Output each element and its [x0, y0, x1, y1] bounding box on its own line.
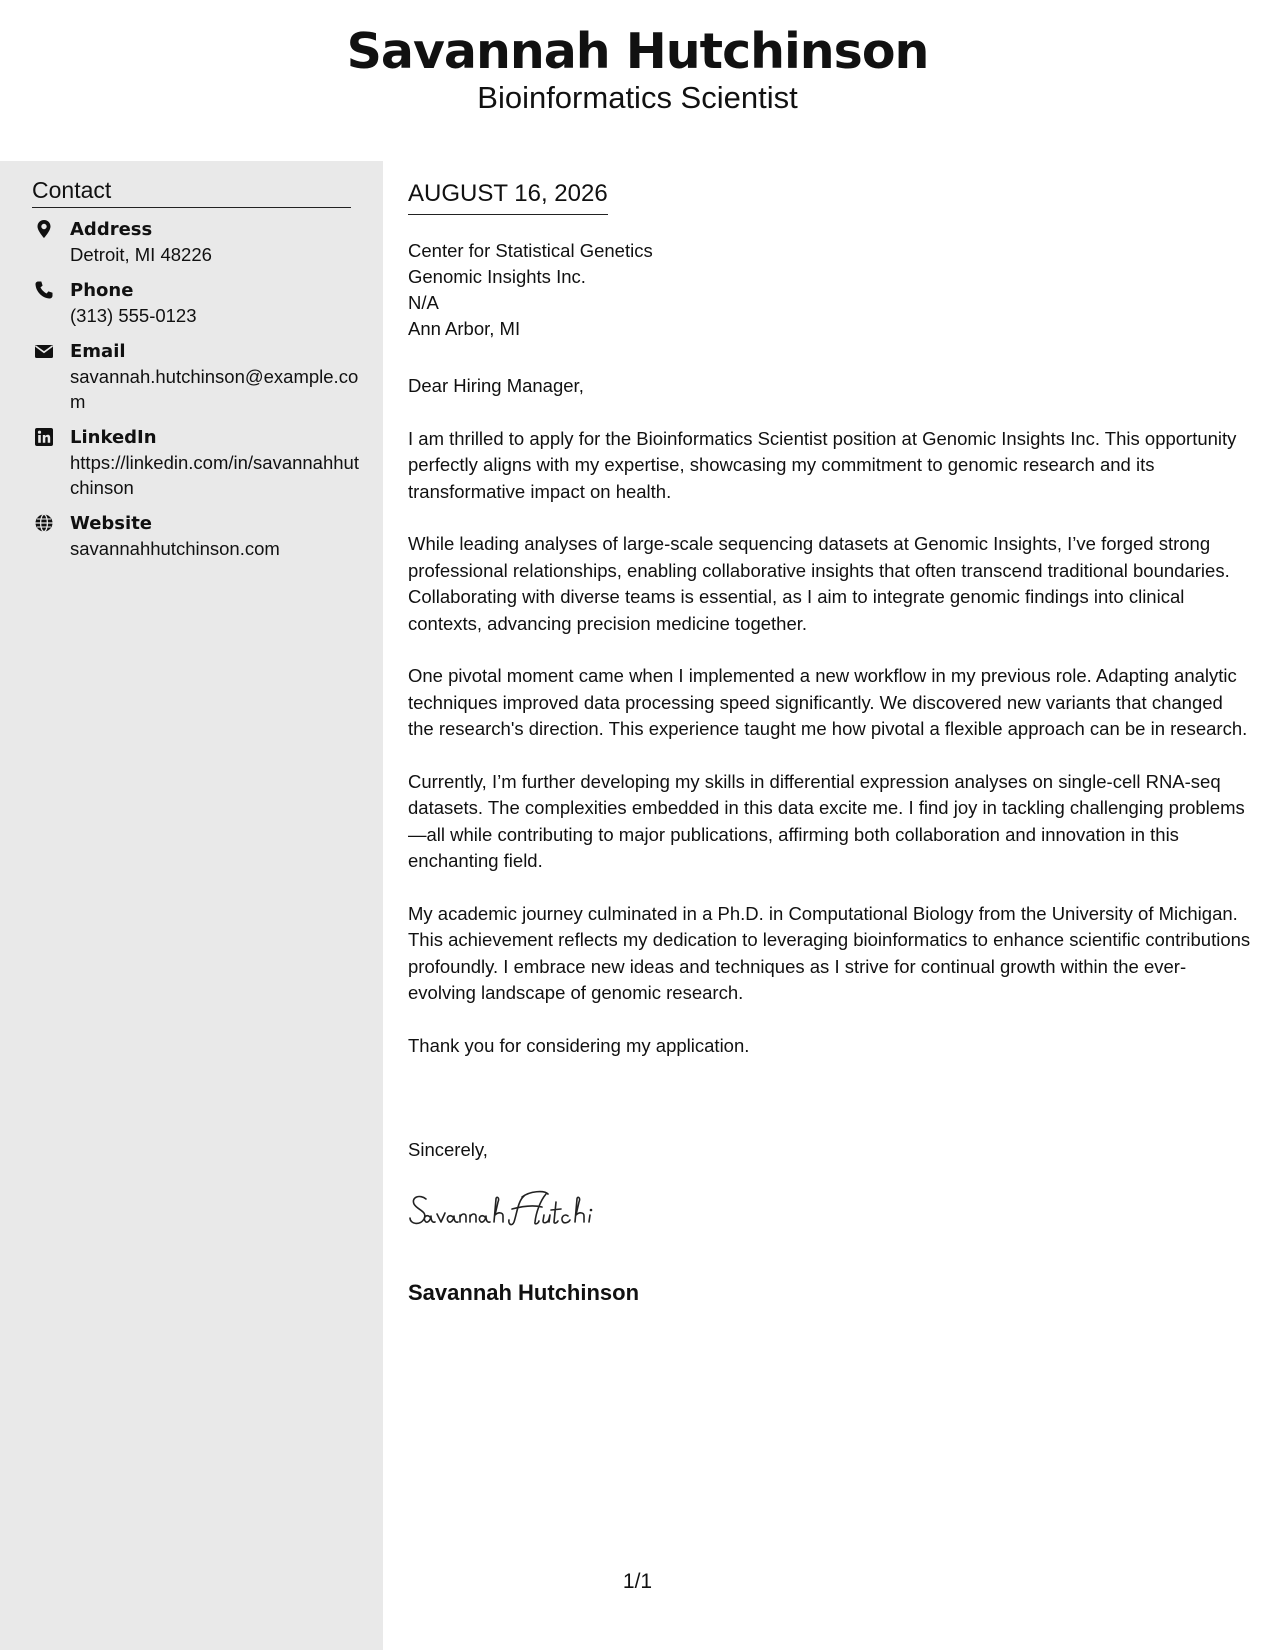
contact-item-website — [32, 511, 362, 561]
contact-item-linkedin — [32, 425, 362, 500]
contact-item-address — [32, 217, 362, 267]
recipient-line: Genomic Insights Inc. — [408, 266, 586, 287]
recipient-line: N/A — [408, 292, 439, 313]
salutation: Dear Hiring Manager, — [408, 375, 584, 396]
phone-label: Phone — [70, 280, 134, 301]
paragraph: Thank you for considering my application. — [408, 1035, 750, 1057]
recipient-line: Center for Statistical Genetics — [408, 240, 653, 261]
website-value[interactable]: savannahhutchinson.com — [70, 538, 280, 559]
contact-list — [32, 217, 362, 572]
email-label: Email — [70, 341, 126, 362]
map-pin-icon — [34, 219, 54, 239]
letter-date: AUGUST 16, 2026 — [408, 179, 608, 215]
handwritten-signature — [408, 1185, 668, 1235]
paragraph: I am thrilled to apply for the Bioinformatics Scientist position at Genomic Insights Inc. This opportunity perfectly aligns with my expertise, showcasing my commitment to genomic research and its transformative impact on health. — [408, 427, 1237, 502]
paragraph: My academic journey culminated in a Ph.D. in Computational Biology from the University of Michigan. This achievement reflects my dedication to leveraging bioinformatics to enhance scientific contributions profoundly. I embrace new ideas and techniques as I strive for continual growth within the ever-evolving landscape of genomic research. — [408, 903, 1251, 1004]
closing: Sincerely, — [408, 1139, 488, 1160]
contact-item-phone — [32, 278, 362, 328]
contact-item-email — [32, 339, 362, 414]
globe-icon — [34, 513, 54, 533]
website-label: Website — [70, 513, 153, 534]
paragraph: Currently, I’m further developing my skills in differential expression analyses on single-cell RNA-seq datasets. The complexities embedded in this data excite me. I find joy in tackling challenging problems—all while contributing to major publications, affirming both collaboration and innovation in this enchanting field. — [408, 771, 1245, 872]
applicant-job-title: Bioinformatics Scientist — [477, 80, 798, 115]
recipient-address — [408, 238, 653, 342]
signer-name: Savannah Hutchinson — [408, 1280, 640, 1305]
contact-heading: Contact — [32, 175, 351, 208]
address-label: Address — [70, 219, 153, 240]
linkedin-value[interactable]: https://linkedin.com/in/savannahhutchinson — [70, 452, 359, 498]
paragraph: While leading analyses of large-scale sequencing datasets at Genomic Insights, I’ve forged strong professional relationships, enabling collaborative insights that often transcend traditional boundaries. Collaborating with diverse teams is essential, as I aim to integrate genomic findings into clinical contexts, advancing precision medicine together. — [408, 533, 1230, 634]
address-value: Detroit, MI 48226 — [70, 244, 212, 265]
phone-value: (313) 555-0123 — [70, 305, 197, 326]
contact-sidebar — [0, 161, 383, 1650]
page-header — [0, 22, 1275, 116]
page-number: 1/1 — [622, 1570, 653, 1593]
phone-icon — [34, 280, 54, 300]
letter-text — [408, 373, 1253, 1086]
recipient-line: Ann Arbor, MI — [408, 318, 521, 339]
applicant-name: Savannah Hutchinson — [346, 23, 929, 80]
linkedin-label: LinkedIn — [70, 427, 157, 448]
email-value[interactable]: savannah.hutchinson@example.com — [70, 366, 359, 412]
envelope-icon — [34, 341, 54, 361]
paragraph: One pivotal moment came when I implemented a new workflow in my previous role. Adapting analytic techniques improved data processing speed significantly. We discovered new variants that changed the research's direction. This experience taught me how pivotal a flexible approach can be in research. — [408, 665, 1248, 740]
linkedin-icon — [34, 427, 54, 447]
